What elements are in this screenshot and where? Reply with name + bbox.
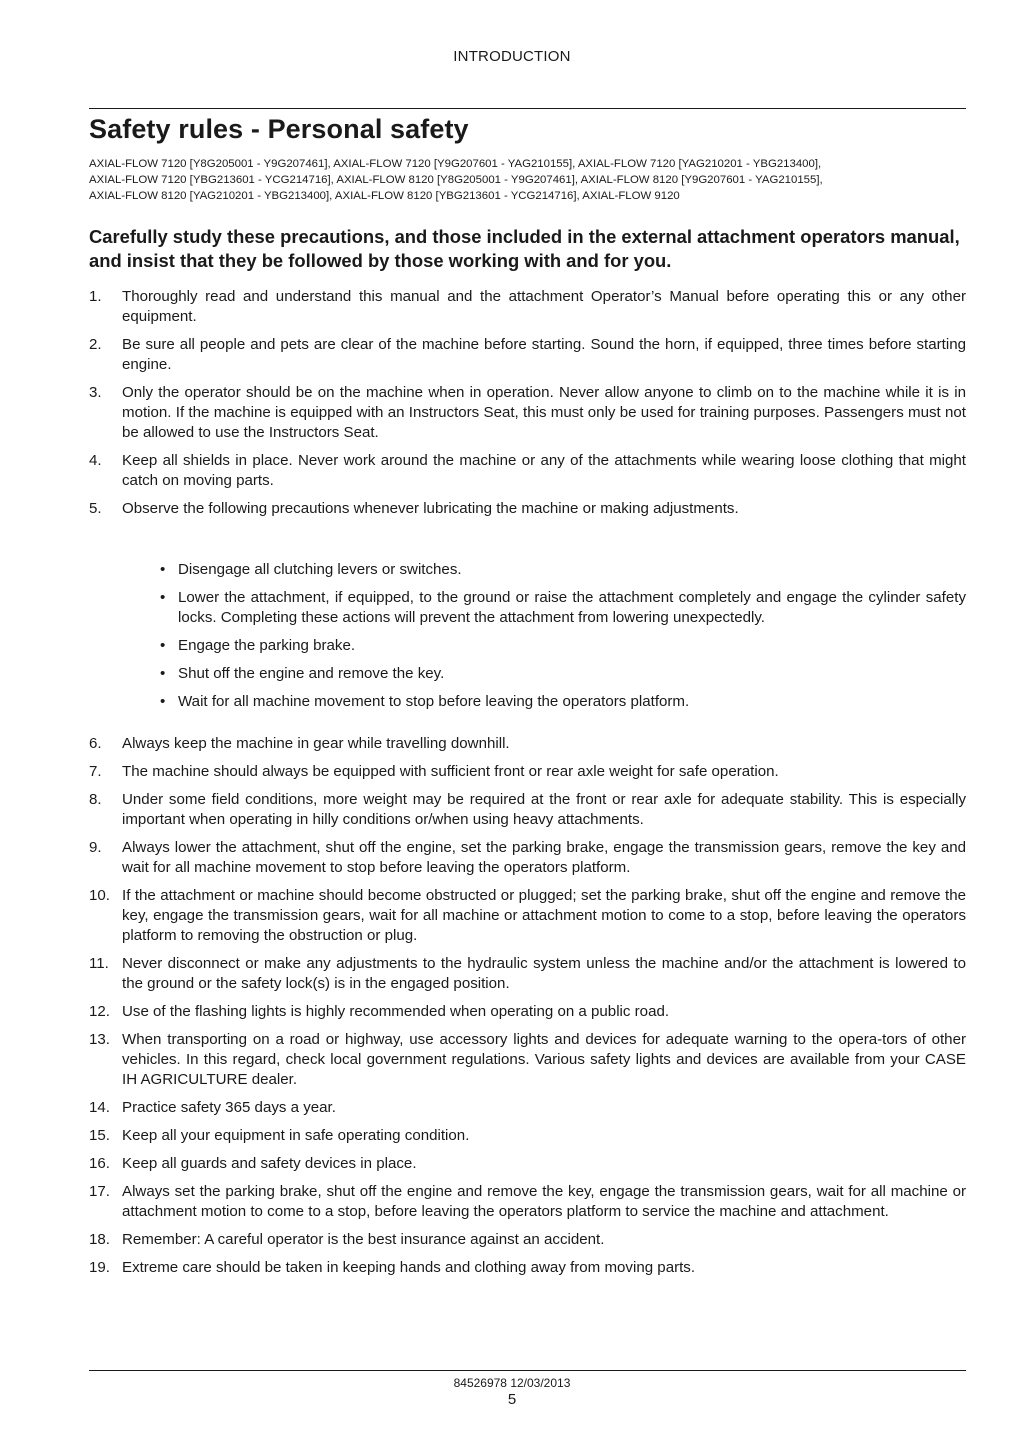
- precaution-item: [160, 588, 966, 628]
- rule-number: 11.: [89, 955, 109, 972]
- bullet-icon: •: [160, 693, 166, 710]
- rule-item: [89, 1002, 966, 1022]
- model-applicability: [89, 156, 966, 204]
- rule-text: Keep all shields in place. Never work around the machine or any of the attachments while wearing loose clothing that might catch on moving parts.: [122, 452, 966, 489]
- document-code: 84526978 12/03/2013: [453, 1376, 571, 1390]
- precaution-item: [160, 636, 966, 656]
- rule-text: Always lower the attachment, shut off the engine, set the parking brake, engage the transmission gears, remove the key and wait for all machine movement to stop before leaving the operators platform.: [122, 839, 966, 876]
- rule-item: [89, 838, 966, 878]
- rule-text: Keep all your equipment in safe operating condition.: [122, 1127, 470, 1144]
- footer-divider: [89, 1370, 966, 1371]
- rule-text: Extreme care should be taken in keeping hands and clothing away from moving parts.: [122, 1259, 696, 1276]
- precaution-text: Wait for all machine movement to stop before leaving the operators platform.: [178, 693, 690, 710]
- safety-rules-list-part2: [89, 734, 966, 1286]
- rule-number: 3.: [89, 384, 102, 401]
- rule-number: 13.: [89, 1031, 110, 1048]
- rule-text: When transporting on a road or highway, use accessory lights and devices for adequate warning to the opera-tors of other vehicles. In this regard, check local government regulations. Various safety lights and devices are available from your CASE IH AGRICULTURE dealer.: [122, 1031, 966, 1088]
- rule-item: [89, 734, 966, 754]
- rule-item: [89, 499, 966, 519]
- rule-item: [89, 954, 966, 994]
- rule-item: [89, 335, 966, 375]
- bullet-icon: •: [160, 637, 166, 654]
- rule-number: 14.: [89, 1099, 110, 1116]
- safety-rules-list-part1: [89, 287, 966, 527]
- rule-item: [89, 886, 966, 946]
- rule-number: 18.: [89, 1231, 110, 1248]
- precaution-item: [160, 560, 966, 580]
- rule-number: 10.: [89, 887, 110, 904]
- intro-statement: Carefully study these precautions, and those included in the external attachment operators manual, and insist that they be followed by those working with and for you.: [89, 226, 960, 271]
- rule-number: 17.: [89, 1183, 110, 1200]
- rule-number: 7.: [89, 763, 102, 780]
- rule-number: 16.: [89, 1155, 110, 1172]
- rule-item: [89, 287, 966, 327]
- rule-number: 4.: [89, 452, 102, 469]
- header-divider: [89, 108, 966, 109]
- rule-text: Always keep the machine in gear while travelling downhill.: [122, 735, 510, 752]
- rule-number: 15.: [89, 1127, 110, 1144]
- rule-text: Thoroughly read and understand this manual and the attachment Operator’s Manual before operating this or any other equipment.: [122, 288, 966, 325]
- rule-item: [89, 1030, 966, 1090]
- rule-number: 19.: [89, 1259, 110, 1276]
- rule-item: [89, 1258, 966, 1278]
- rule-text: Observe the following precautions whenever lubricating the machine or making adjustments.: [122, 500, 739, 517]
- rule-number: 8.: [89, 791, 102, 808]
- model-line: AXIAL-FLOW 7120 [YBG213601 - YCG214716], AXIAL-FLOW 8120 [Y8G205001 - Y9G207461], AXIAL-FLOW 8120 [Y9G207601 - YAG210155],: [89, 174, 823, 186]
- rule-item: [89, 451, 966, 491]
- rule-item: [89, 790, 966, 830]
- rule-text: Only the operator should be on the machine when in operation. Never allow anyone to climb on to the machine while it is in motion. If the machine is equipped with an Instructors Seat, this must only be used for training purposes. Passengers must not be allowed to use the Instructors Seat.: [122, 384, 966, 441]
- rule-number: 6.: [89, 735, 102, 752]
- rule-number: 1.: [89, 288, 102, 305]
- rule-item: [89, 1230, 966, 1250]
- model-line: AXIAL-FLOW 7120 [Y8G205001 - Y9G207461], AXIAL-FLOW 7120 [Y9G207601 - YAG210155], AXIAL-FLOW 7120 [YAG210201 - YBG213400],: [89, 158, 822, 170]
- rule-item: [89, 1182, 966, 1222]
- precaution-item: [160, 692, 966, 712]
- rule-text: The machine should always be equipped with sufficient front or rear axle weight for safe operation.: [122, 763, 779, 780]
- rule-number: 9.: [89, 839, 102, 856]
- rule-item: [89, 383, 966, 443]
- rule-text: Use of the flashing lights is highly recommended when operating on a public road.: [122, 1003, 670, 1020]
- bullet-icon: •: [160, 589, 166, 606]
- rule-number: 12.: [89, 1003, 110, 1020]
- precautions-bullet-list: [160, 560, 966, 720]
- rule-text: Never disconnect or make any adjustments to the hydraulic system unless the machine and/or the attachment is lowered to the ground or the safety lock(s) is in the engaged position.: [122, 955, 966, 992]
- page-number: 5: [507, 1391, 517, 1408]
- rule-text: Remember: A careful operator is the best insurance against an accident.: [122, 1231, 605, 1248]
- precaution-text: Engage the parking brake.: [178, 637, 356, 654]
- precaution-item: [160, 664, 966, 684]
- rule-text: Keep all guards and safety devices in place.: [122, 1155, 417, 1172]
- rule-item: [89, 1098, 966, 1118]
- precaution-text: Shut off the engine and remove the key.: [178, 665, 445, 682]
- page-header: INTRODUCTION: [453, 48, 571, 65]
- rule-text: If the attachment or machine should become obstructed or plugged; set the parking brake, shut off the engine and remove the key, engage the transmission gears, wait for all machine or attachment motion to come to a stop, before leaving the operators platform to removing the obstruction or plug.: [122, 887, 966, 944]
- precaution-text: Lower the attachment, if equipped, to the ground or raise the attachment completely and engage the cylinder safety locks. Completing these actions will prevent the attachment from lowering unexpectedly.: [178, 589, 966, 626]
- rule-item: [89, 1126, 966, 1146]
- rule-text: Be sure all people and pets are clear of the machine before starting. Sound the horn, if equipped, three times before starting engine.: [122, 336, 966, 373]
- rule-item: [89, 1154, 966, 1174]
- rule-text: Under some field conditions, more weight may be required at the front or rear axle for adequate stability. This is especially important when operating in hilly conditions or/when using heavy attachments.: [122, 791, 966, 828]
- rule-item: [89, 762, 966, 782]
- page-title: Safety rules - Personal safety: [89, 114, 469, 144]
- precaution-text: Disengage all clutching levers or switches.: [178, 561, 462, 578]
- rule-number: 5.: [89, 500, 102, 517]
- model-line: AXIAL-FLOW 8120 [YAG210201 - YBG213400], AXIAL-FLOW 8120 [YBG213601 - YCG214716], AXIAL-FLOW 9120: [89, 190, 680, 202]
- rule-number: 2.: [89, 336, 102, 353]
- bullet-icon: •: [160, 561, 166, 578]
- bullet-icon: •: [160, 665, 166, 682]
- rule-text: Practice safety 365 days a year.: [122, 1099, 336, 1116]
- rule-text: Always set the parking brake, shut off the engine and remove the key, engage the transmission gears, wait for all machine or attachment motion to come to a stop, before leaving the operators platform to service the machine and attachment.: [122, 1183, 966, 1220]
